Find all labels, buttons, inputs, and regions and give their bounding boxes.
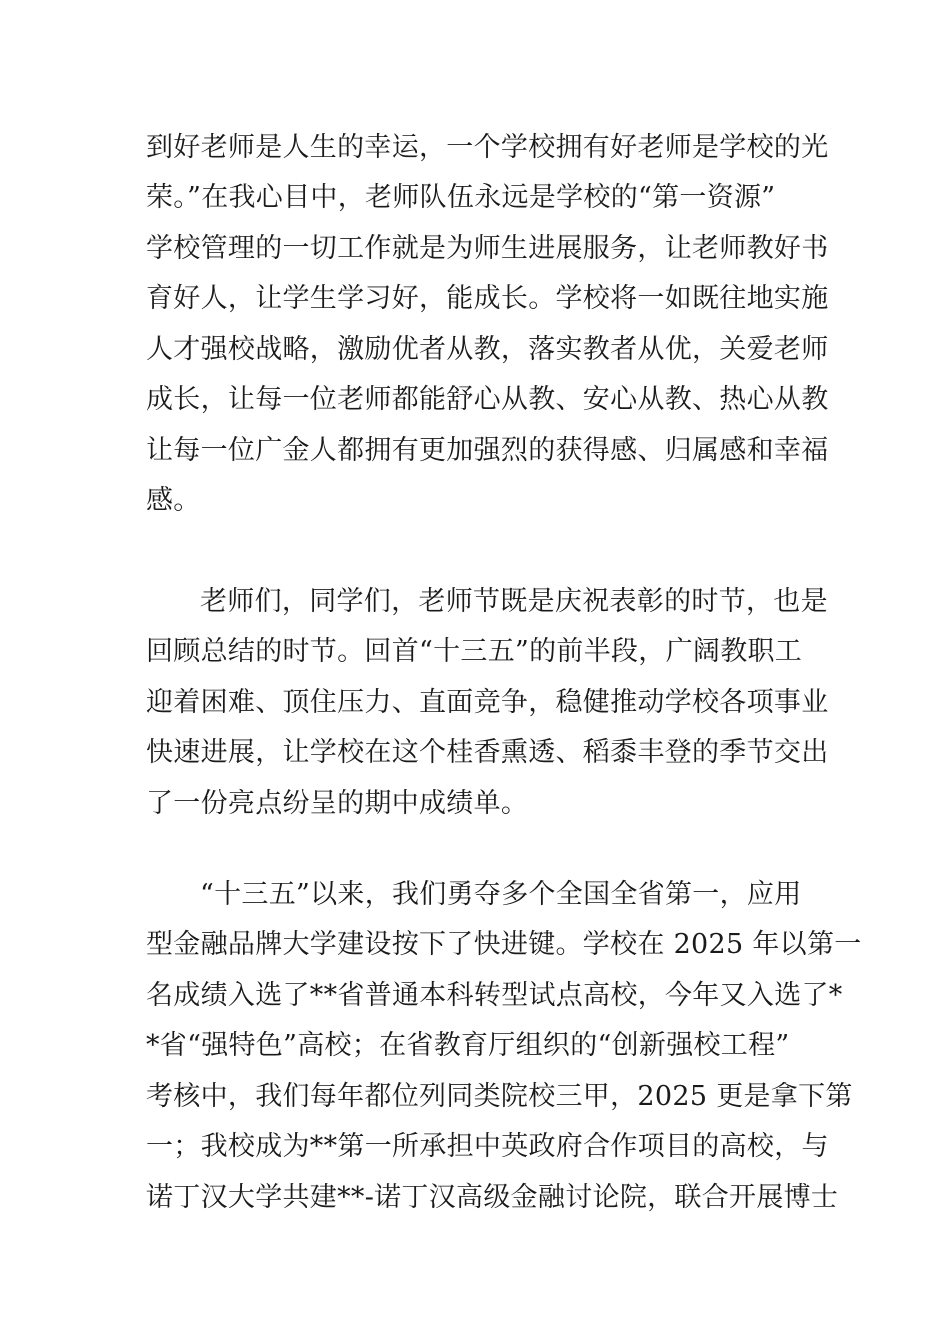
text-line: 感。	[146, 485, 201, 516]
text-line: 型金融品牌大学建设按下了快进键。学校在 2025 年以第一	[146, 929, 862, 960]
text-line: 快速进展，让学校在这个桂香熏透、稻黍丰登的季节交出	[146, 737, 829, 768]
text-line: 了一份亮点纷呈的期中成绩单。	[146, 788, 529, 819]
text-line: 人才强校战略，激励优者从教，落实教者从优，关爱老师	[146, 334, 829, 365]
text-line: 一；我校成为**第一所承担中英政府合作项目的高校，与	[146, 1131, 829, 1162]
text-line: 诺丁汉大学共建**-诺丁汉高级金融讨论院，联合开展博士	[146, 1182, 839, 1213]
text-line: 迎着困难、顶住压力、直面竞争，稳健推动学校各项事业	[146, 687, 829, 718]
text-line: 到好老师是人生的幸运，一个学校拥有好老师是学校的光	[146, 132, 829, 163]
text-line: 考核中，我们每年都位列同类院校三甲，2025 更是拿下第	[146, 1081, 853, 1112]
text-line: 育好人，让学生学习好，能成长。学校将一如既往地实施	[146, 283, 829, 314]
text-line: 回顾总结的时节。回首“十三五”的前半段，广阔教职工	[146, 636, 803, 667]
text-line: *省“强特色”高校；在省教育厅组织的“创新强校工程”	[146, 1030, 790, 1061]
text-line: 荣。”在我心目中，老师队伍永远是学校的“第一资源”	[146, 182, 776, 213]
text-line: 成长，让每一位老师都能舒心从教、安心从教、热心从教	[146, 384, 829, 415]
text-line: 学校管理的一切工作就是为师生进展服务，让老师教好书	[146, 233, 829, 264]
text-line: “十三五”以来，我们勇夺多个全国全省第一，应用	[200, 879, 802, 910]
text-line: 让每一位广金人都拥有更加强烈的获得感、归属感和幸福	[146, 435, 829, 466]
text-line: 名成绩入选了**省普通本科转型试点高校，今年又入选了*	[146, 980, 843, 1011]
text-line: 老师们，同学们，老师节既是庆祝表彰的时节，也是	[200, 586, 828, 617]
